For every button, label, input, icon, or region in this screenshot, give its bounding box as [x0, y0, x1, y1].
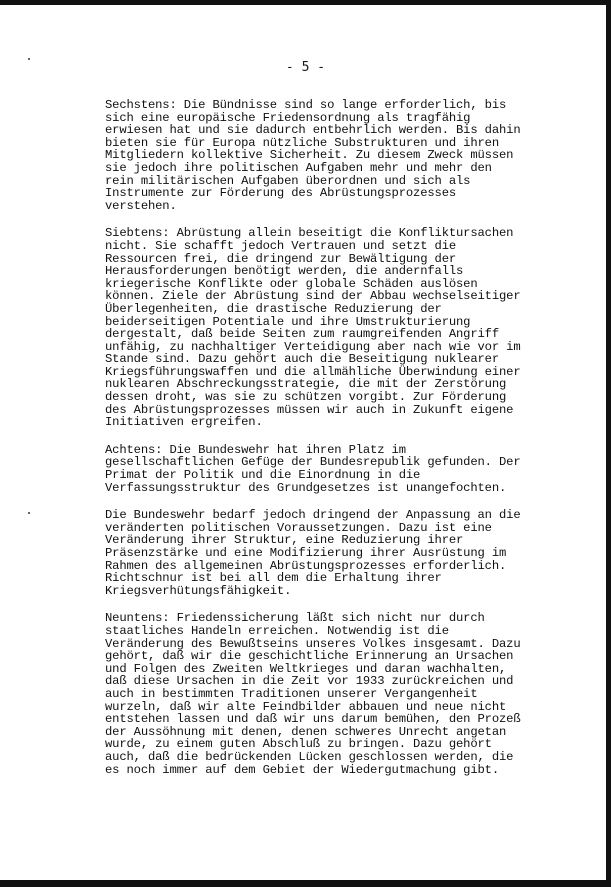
text-line: Richtschnur ist bei all dem die Erhaltung ihrer — [105, 571, 442, 586]
text-line: Stande sind. Dazu gehört auch die Beseitigung nuklearer — [105, 352, 500, 367]
document-body — [105, 98, 521, 791]
text-line: Ressourcen frei, die dringend zur Bewältigung der — [105, 251, 457, 266]
text-line: Veränderung des Bewußtseins unseres Volkes insgesamt. Dazu — [105, 636, 521, 651]
scan-border-bottom — [0, 880, 611, 887]
paragraph — [105, 226, 521, 430]
text-line: wurde, zu einem guten Abschluß zu bringen. Dazu gehört — [105, 737, 492, 752]
text-line: Neuntens: Friedenssicherung läßt sich nicht nur durch — [105, 611, 485, 626]
paragraph — [105, 98, 521, 213]
text-line: entstehen lassen und daß wir uns darum bemühen, den Prozeß — [105, 712, 521, 727]
text-line: können. Ziele der Abrüstung sind der Abbau wechselseitiger — [105, 289, 521, 304]
page-number: - 5 - — [285, 60, 326, 75]
text-line: nuklearen Abschreckungsstrategie, die mit der Zerstörung — [105, 377, 507, 392]
text-line: Präsenzstärke und eine Modifizierung ihrer Ausrüstung im — [105, 546, 507, 560]
text-line: Achtens: Die Bundeswehr hat ihren Platz im — [105, 442, 406, 457]
text-line: der Aussöhnung mit denen, denen schweres Unrecht angetan — [105, 724, 507, 739]
text-line: und Folgen des Zweiten Weltkrieges und daran wachhalten, — [105, 661, 507, 676]
paragraph — [105, 508, 521, 598]
text-line: Instrumente zur Förderung des Abrüstungsprozesses — [105, 186, 457, 201]
scan-border-top — [0, 0, 611, 5]
text-line: Primat der Politik und die Einordnung in die — [105, 468, 421, 483]
text-line: staatliches Handeln erreichen. Notwendig ist die — [105, 623, 449, 638]
text-line: nicht. Sie schafft jedoch Vertrauen und setzt die — [105, 238, 457, 253]
text-line: sie jedoch ihre politischen Aufgaben mehr und mehr den — [105, 160, 492, 175]
text-line: Mitgliedern kollektive Sicherheit. Zu diesem Zweck müssen — [105, 148, 514, 163]
text-line: Kriegsführungswaffen und die allmähliche Überwindung einer — [105, 364, 521, 379]
scan-speck — [28, 512, 30, 514]
text-line: erwiesen hat und sie dadurch entbehrlich werden. Bis dahin — [105, 123, 521, 138]
text-line: es noch immer auf dem Gebiet der Wiedergutmachung gibt. — [105, 762, 500, 777]
text-line: kriegerische Konflikte oder globale Schäden auslösen — [105, 276, 478, 291]
text-line: Die Bundeswehr bedarf jedoch dringend der Anpassung an die — [105, 508, 521, 523]
text-line: auch in bestimmten Traditionen unserer Vergangenheit — [105, 686, 478, 701]
text-line: Kriegsverhütungsfähigkeit. — [105, 583, 292, 598]
text-line: unfähig, zu nachhaltiger Verteidigung aber nach wie vor im — [105, 339, 521, 354]
text-line: Veränderung ihrer Struktur, eine Reduzierung ihrer — [105, 533, 464, 548]
text-line: des Abrüstungsprozesses müssen wir auch in Zukunft eigene — [105, 402, 514, 417]
text-line: verstehen. — [105, 198, 177, 213]
text-line: rein militärischen Aufgaben überordnen und sich als — [105, 173, 471, 188]
text-line: wurzeln, daß wir alte Feindbilder abbauen und neue nicht — [105, 699, 507, 714]
text-line: Verfassungsstruktur des Grundgesetzes ist unangefochten. — [105, 480, 507, 495]
text-line: dergestalt, daß beide Seiten zum raumgreifenden Angriff — [105, 327, 500, 342]
text-line: beiderseitigen Potentiale und ihre Umstrukturierung — [105, 314, 471, 329]
scan-border-right — [606, 0, 611, 887]
text-line: Rahmen des allgemeinen Abrüstungsprozesses erforderlich. — [105, 558, 507, 573]
text-line: daß diese Ursachen in die Zeit vor 1933 zurückreichen und — [105, 674, 514, 689]
text-line: Überlegenheiten, die drastische Reduzierung der — [105, 301, 442, 316]
text-line: dessen droht, was sie zu schützen vorgibt. Zur Förderung — [105, 390, 507, 405]
text-line: Siebtens: Abrüstung allein beseitigt die Konfliktursachen — [105, 226, 514, 241]
text-line: Initiativen ergreifen. — [105, 415, 263, 430]
text-line: sich eine europäische Friedensordnung als tragfähig — [105, 110, 471, 125]
text-line: gesellschaftlichen Gefüge der Bundesrepublik gefunden. Der — [105, 455, 521, 470]
paragraph — [105, 442, 521, 495]
text-line: gehört, daß wir die geschichtliche Erinnerung an Ursachen — [105, 649, 514, 664]
paragraph — [105, 611, 521, 777]
text-line: Herausforderungen benötigt werden, die andernfalls — [105, 264, 464, 279]
text-line: bieten sie für Europa nützliche Substrukturen und ihren — [105, 135, 500, 150]
text-line: Sechstens: Die Bündnisse sind so lange erforderlich, bis — [105, 98, 507, 112]
text-line: auch, daß die bedrückenden Lücken geschlossen werden, die — [105, 749, 514, 764]
text-line: veränderten politischen Voraussetzungen. Dazu ist eine — [105, 520, 492, 535]
